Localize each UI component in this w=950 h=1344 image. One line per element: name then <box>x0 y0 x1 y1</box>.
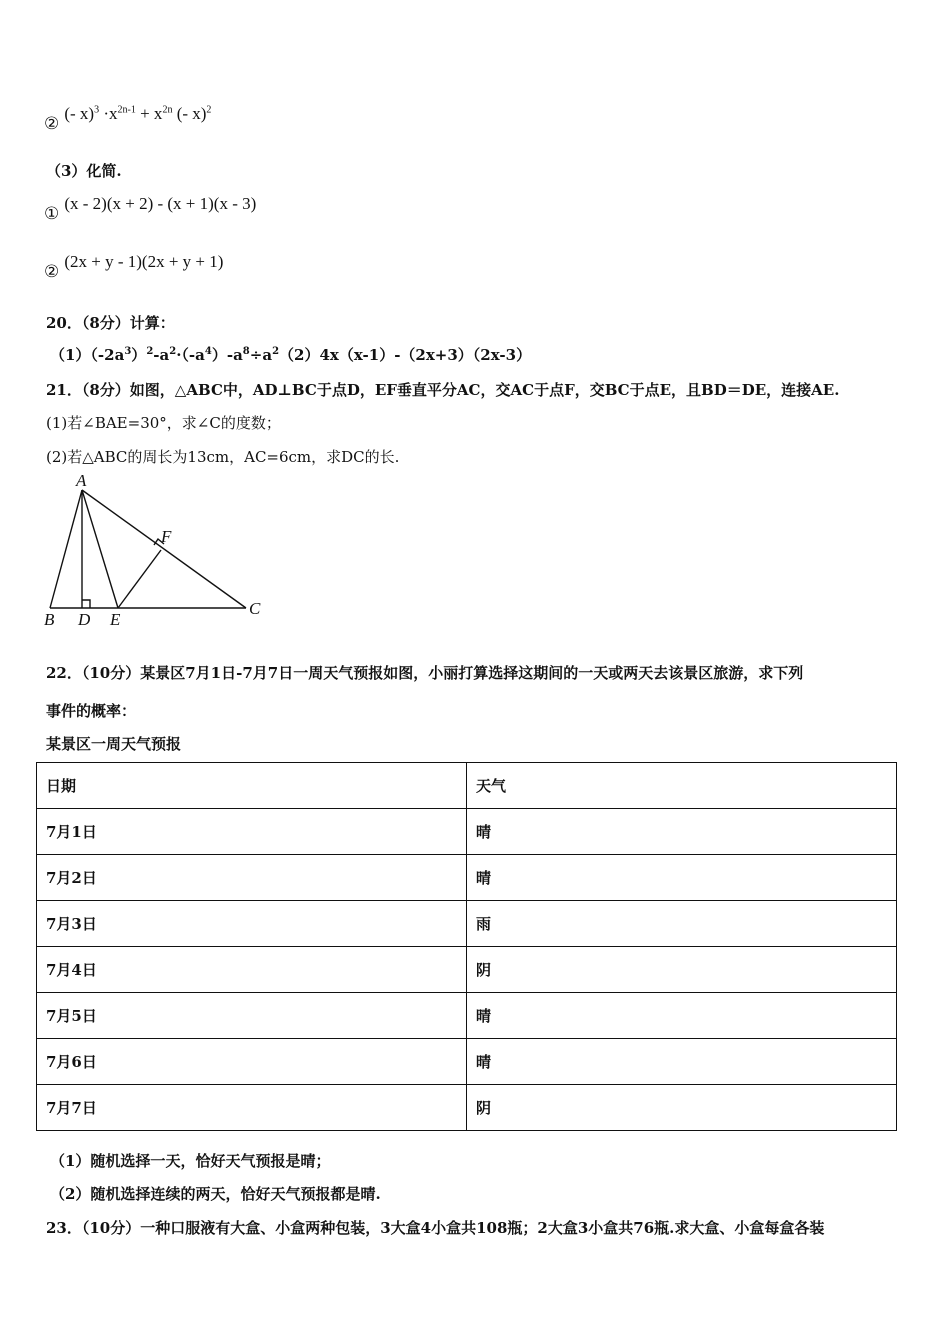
q23-title: 23．（10分）一种口服液有大盒、小盒两种包装，3大盒4小盒共108瓶；2大盒3小盒共76瓶.求大盒、小盒每盒各装 <box>46 1219 825 1237</box>
table-cell-weather: 阴 <box>467 1085 897 1131</box>
table-cell-date: 7月3日 <box>37 901 467 947</box>
table-row <box>37 855 897 901</box>
item-marker: ② <box>44 262 60 282</box>
q19-part3-heading: （3）化简. <box>46 162 122 180</box>
q19-part3-item1-expression: (x - 2)(x + 2) - (x + 1)(x - 3) <box>64 194 257 213</box>
right-angle-D <box>82 600 90 608</box>
table-cell-weather: 阴 <box>467 947 897 993</box>
q21-title: 21．（8分）如图，△ABC中，AD⊥BC于点D，EF垂直平分AC，交AC于点F，交BC于点E，且BD＝DE，连接AE. <box>46 381 840 399</box>
label-F: F <box>161 527 172 546</box>
label-D: D <box>78 610 91 629</box>
q22-sub1: （1）随机选择一天，恰好天气预报是晴； <box>50 1152 331 1170</box>
q22-title-line2: 事件的概率： <box>46 702 137 720</box>
table-header-date: 日期 <box>37 763 467 809</box>
q22-sub2: （2）随机选择连续的两天，恰好天气预报都是晴. <box>50 1185 381 1203</box>
table-cell-date: 7月2日 <box>37 855 467 901</box>
q19-part3-item2-expression: (2x + y - 1)(2x + y + 1) <box>64 252 224 271</box>
triangle-figure <box>40 470 280 635</box>
table-cell-date: 7月4日 <box>37 947 467 993</box>
table-cell-weather: 晴 <box>467 855 897 901</box>
q22-title-line1: 22．（10分）某景区7月1日-7月7日一周天气预报如图，小丽打算选择这期间的一天或两天去该景区旅游，求下列 <box>46 664 804 682</box>
q20-expression: $(1)(-2a^3)^2-a^2\cdot(-a^4)-a^8\div a^2(2)4x(x-1)-(2x+3)(2x-3)$ <box>50 346 532 364</box>
table-cell-weather: 晴 <box>467 809 897 855</box>
table-row <box>37 947 897 993</box>
table-header-weather: 天气 <box>467 763 897 809</box>
table-cell-date: 7月7日 <box>37 1085 467 1131</box>
q19-part3-item2 <box>44 252 224 282</box>
table-row <box>37 1039 897 1085</box>
label-B: B <box>44 610 55 629</box>
q21-sub2: (2)若△ABC的周长为13cm，AC=6cm，求DC的长. <box>46 448 400 466</box>
q19-part2-line <box>44 104 212 134</box>
item-marker: ② <box>44 114 60 134</box>
label-A: A <box>76 471 87 490</box>
label-C: C <box>249 599 261 618</box>
q22-table-caption: 某景区一周天气预报 <box>46 735 182 753</box>
q19-part3-item1 <box>44 194 257 224</box>
q20-title: 20．（8分）计算： <box>46 314 175 332</box>
table-header-row <box>37 763 897 809</box>
table-cell-weather: 雨 <box>467 901 897 947</box>
segment-AE <box>82 490 118 608</box>
table-row <box>37 809 897 855</box>
segment-AB <box>50 490 82 608</box>
table-cell-date: 7月5日 <box>37 993 467 1039</box>
table-cell-weather: 晴 <box>467 1039 897 1085</box>
table-cell-date: 7月1日 <box>37 809 467 855</box>
label-E: E <box>110 610 121 629</box>
table-cell-date: 7月6日 <box>37 1039 467 1085</box>
table-row <box>37 993 897 1039</box>
table-row <box>37 1085 897 1131</box>
table-cell-weather: 晴 <box>467 993 897 1039</box>
weather-table <box>36 762 897 1131</box>
segment-EF <box>118 550 161 608</box>
q21-sub1: (1)若∠BAE=30°，求∠C的度数； <box>46 414 281 432</box>
table-row <box>37 901 897 947</box>
q19-part2-expression: (- $x)^3 \cdot x^{2n-1} + x^{2n}$ (- x)$^2$ <box>64 104 212 123</box>
item-marker: ① <box>44 204 60 224</box>
segment-AC <box>82 490 246 608</box>
